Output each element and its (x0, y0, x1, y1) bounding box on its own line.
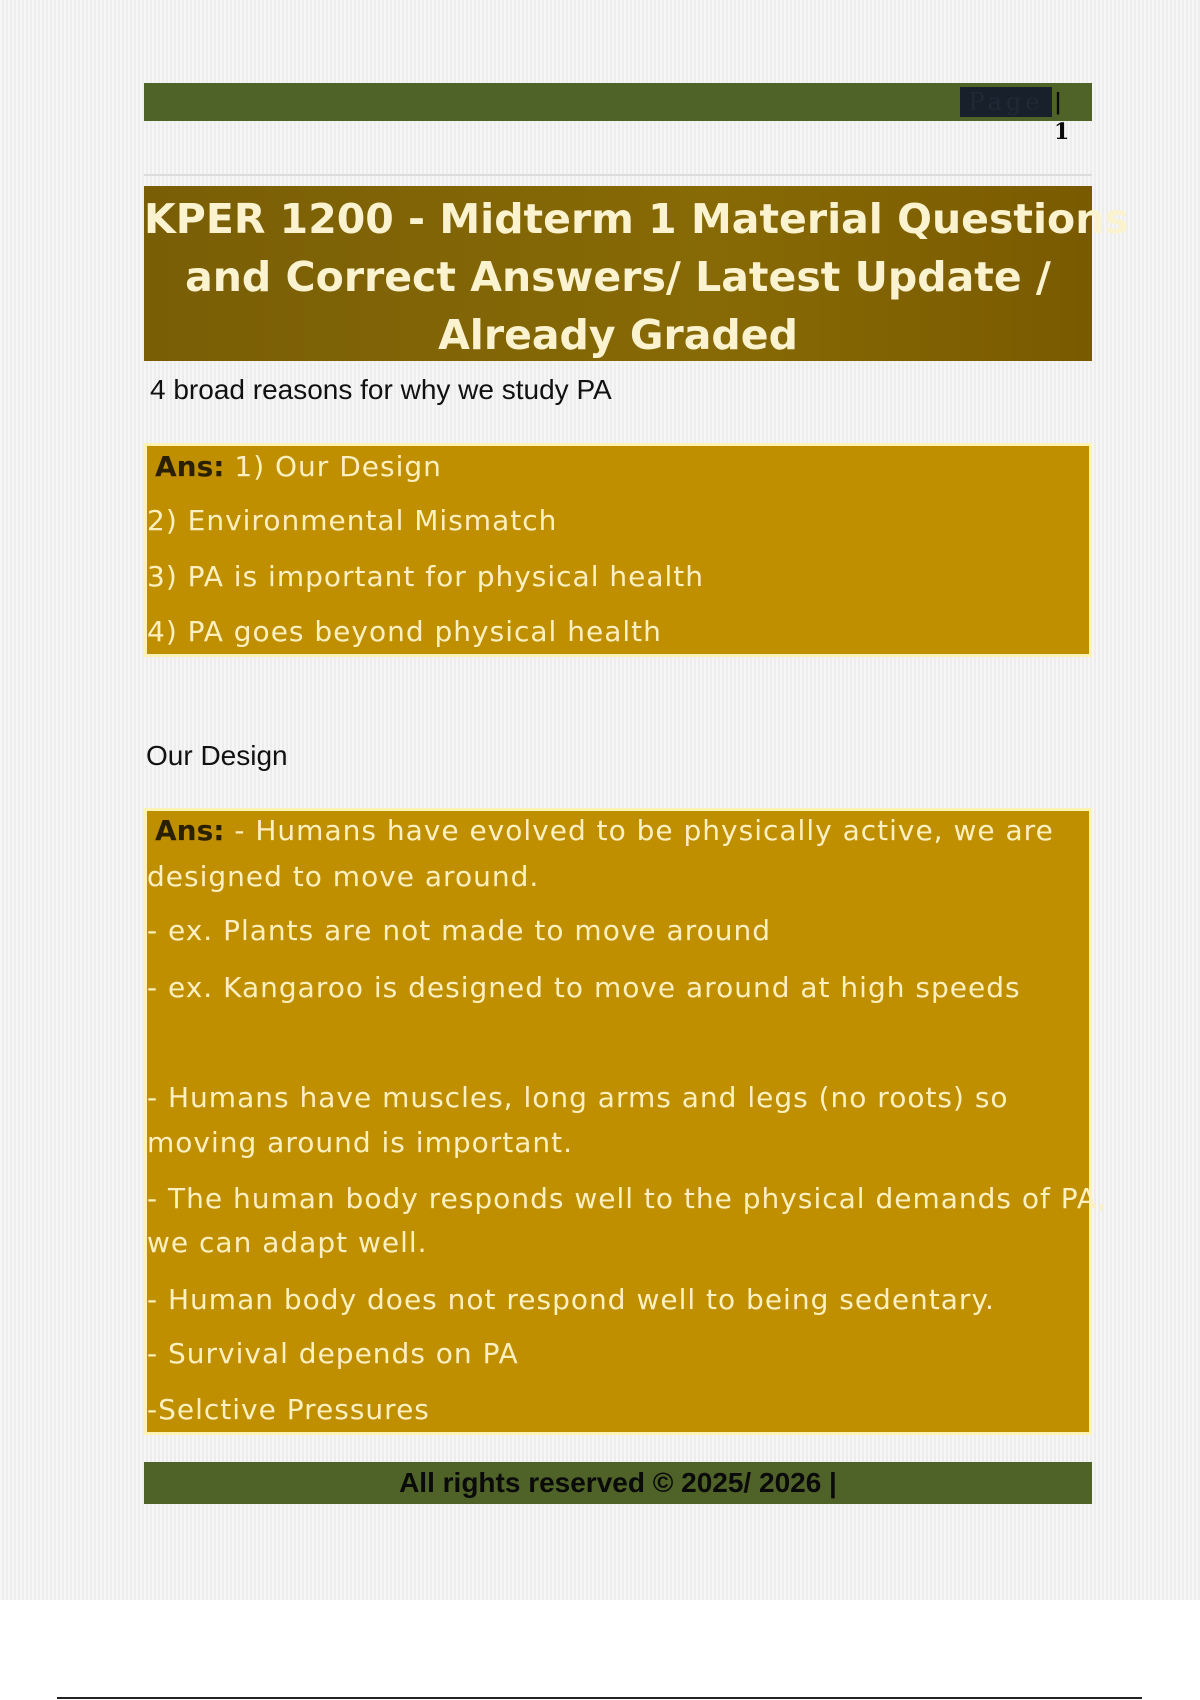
answer-line: - Human body does not respond well to being sedentary. (147, 1283, 995, 1316)
question-text: Our Design (146, 740, 288, 771)
answer-line: - Survival depends on PA (147, 1337, 519, 1370)
answer-line: 4) PA goes beyond physical health (147, 615, 662, 648)
answer-line: 3) PA is important for physical health (147, 560, 705, 593)
answer-line: 2) Environmental Mismatch (147, 504, 558, 537)
answer-line: - ex. Kangaroo is designed to move around at high speeds (147, 971, 1021, 1004)
copyright-text: All rights reserved © 2025/ 2026 | (399, 1467, 837, 1498)
answer-line: - ex. Plants are not made to move around (147, 914, 771, 947)
question-text: 4 broad reasons for why we study PA (150, 374, 612, 405)
page-number: | 1 (1054, 89, 1070, 145)
answer-line: moving around is important. (147, 1126, 574, 1159)
page-footer-bar (144, 1462, 1092, 1504)
answer-line: - The human body responds well to the physical demands of PA, (147, 1182, 1107, 1215)
title-line: KPER 1200 - Midterm 1 Material Questions (144, 195, 1129, 243)
page-label: Page (960, 87, 1052, 117)
header-divider (144, 174, 1092, 176)
answer-label: Ans: (155, 814, 225, 847)
answer-box (144, 443, 1092, 657)
answer-label: Ans: (155, 450, 225, 483)
answer-line: -Selctive Pressures (147, 1393, 430, 1426)
answer-line: - Humans have muscles, long arms and legs (no roots) so (147, 1081, 1009, 1114)
answer-line: we can adapt well. (147, 1226, 428, 1259)
answer-line (155, 814, 1054, 847)
bottom-divider (57, 1697, 1142, 1699)
title-line: and Correct Answers/ Latest Update / (185, 253, 1051, 301)
document-title (144, 186, 1129, 361)
title-line: Already Graded (438, 311, 798, 359)
page-header-bar (144, 83, 1092, 145)
answer-line: designed to move around. (147, 860, 540, 893)
answer-text: - Humans have evolved to be physically active, we are (234, 814, 1054, 847)
answer-line (155, 450, 442, 483)
answer-text: 1) Our Design (234, 450, 442, 483)
answer-box (144, 808, 1107, 1435)
